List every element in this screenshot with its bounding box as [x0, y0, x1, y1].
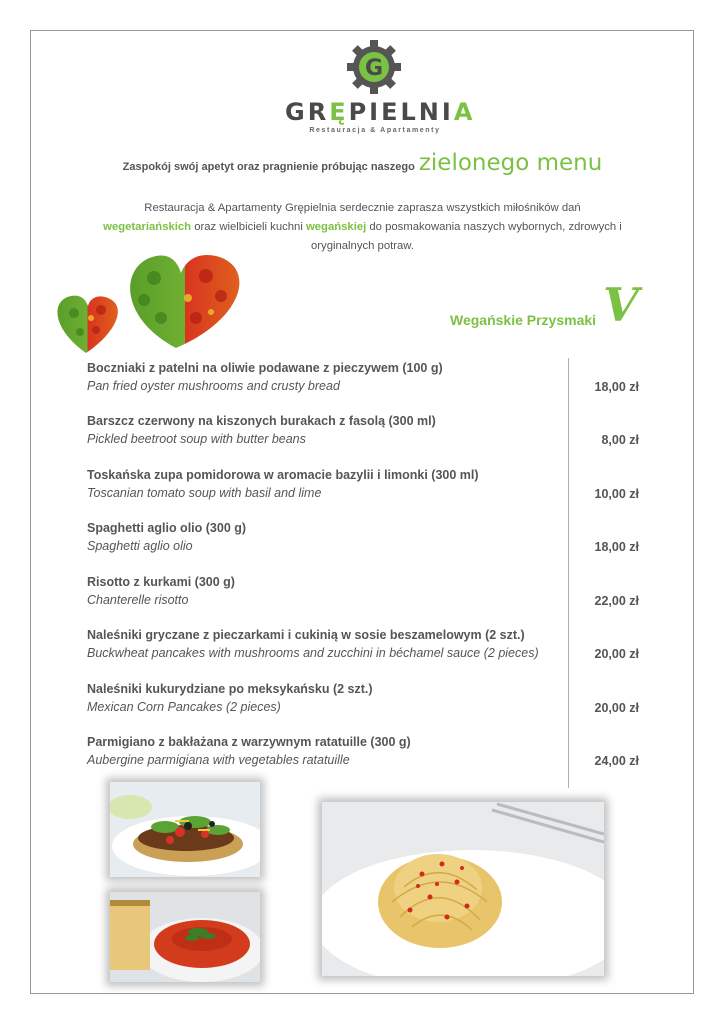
dish-name-en: Spaghetti aglio olio [87, 539, 193, 553]
dish-name-en: Mexican Corn Pancakes (2 pieces) [87, 700, 281, 714]
dish-name-en: Pickled beetroot soup with butter beans [87, 432, 306, 446]
dish-price: 22,00 zł [594, 594, 639, 608]
dish-name-en: Aubergine parmigiana with vegetables ratatuille [87, 753, 350, 767]
dish-name-en: Pan fried oyster mushrooms and crusty bread [87, 379, 340, 393]
dish-name-pl: Toskańska zupa pomidorowa w aromacie bazylii i limonki (300 ml) [87, 468, 479, 482]
spaghetti-photo [322, 802, 604, 976]
logo-subtitle: Restauracja & Apartamenty [309, 127, 441, 134]
dish-price: 20,00 zł [594, 647, 639, 661]
dish-price: 20,00 zł [594, 701, 639, 715]
dish-price: 8,00 zł [601, 433, 639, 447]
tagline [0, 150, 725, 176]
logo-wordmark: GRĘPIELNIA [285, 98, 476, 126]
tostada-photo [110, 782, 260, 877]
menu-item [87, 735, 647, 775]
tomato-soup-photo [110, 892, 260, 982]
menu-item [87, 361, 647, 401]
dish-price: 10,00 zł [594, 487, 639, 501]
dish-price: 18,00 zł [594, 380, 639, 394]
tagline-small: Zaspokój swój apetyt oraz pragnienie próbując naszego [122, 161, 415, 173]
dish-name-pl: Parmigiano z bakłażana z warzywnym ratatuille (300 g) [87, 735, 411, 749]
dish-name-pl: Spaghetti aglio olio (300 g) [87, 521, 247, 535]
vegetable-hearts-image [56, 238, 262, 358]
restaurant-logo [285, 40, 476, 140]
menu-item [87, 628, 647, 668]
dish-name-pl: Naleśniki kukurydziane po meksykańsku (2 szt.) [87, 682, 373, 696]
menu-item [87, 575, 647, 615]
dish-name-pl: Barszcz czerwony na kiszonych burakach z fasolą (300 ml) [87, 414, 436, 428]
intro-paragraph: Restauracja & Apartamenty Grępielnia serdecznie zaprasza wszystkich miłośników dań wegetariańskich oraz wielbicieli kuchni wegańskiej do posmakowania naszych wybornych, zdrowych i oryginalnych potraw. [103, 202, 622, 252]
gear-logo-icon [347, 40, 401, 94]
dish-name-en: Chanterelle risotto [87, 593, 189, 607]
dish-name-en: Toscanian tomato soup with basil and lime [87, 486, 322, 500]
dish-price: 18,00 zł [594, 540, 639, 554]
vegan-v-mark: V [603, 278, 639, 332]
dish-name-en: Buckwheat pancakes with mushrooms and zucchini in béchamel sauce (2 pieces) [87, 646, 539, 660]
section-title: Wegańskie Przysmaki [450, 312, 597, 328]
tagline-big: zielonego menu [418, 150, 603, 176]
dish-name-pl: Boczniaki z patelni na oliwie podawane z pieczywem (100 g) [87, 361, 443, 375]
logo-gear-letter: G [364, 56, 384, 81]
dish-price: 24,00 zł [594, 754, 639, 768]
menu-item [87, 521, 647, 561]
menu-item [87, 414, 647, 454]
dish-name-pl: Naleśniki gryczane z pieczarkami i cukinią w sosie beszamelowym (2 szt.) [87, 628, 525, 642]
dish-name-pl: Risotto z kurkami (300 g) [87, 575, 235, 589]
menu-item [87, 468, 647, 508]
menu-item [87, 682, 647, 722]
